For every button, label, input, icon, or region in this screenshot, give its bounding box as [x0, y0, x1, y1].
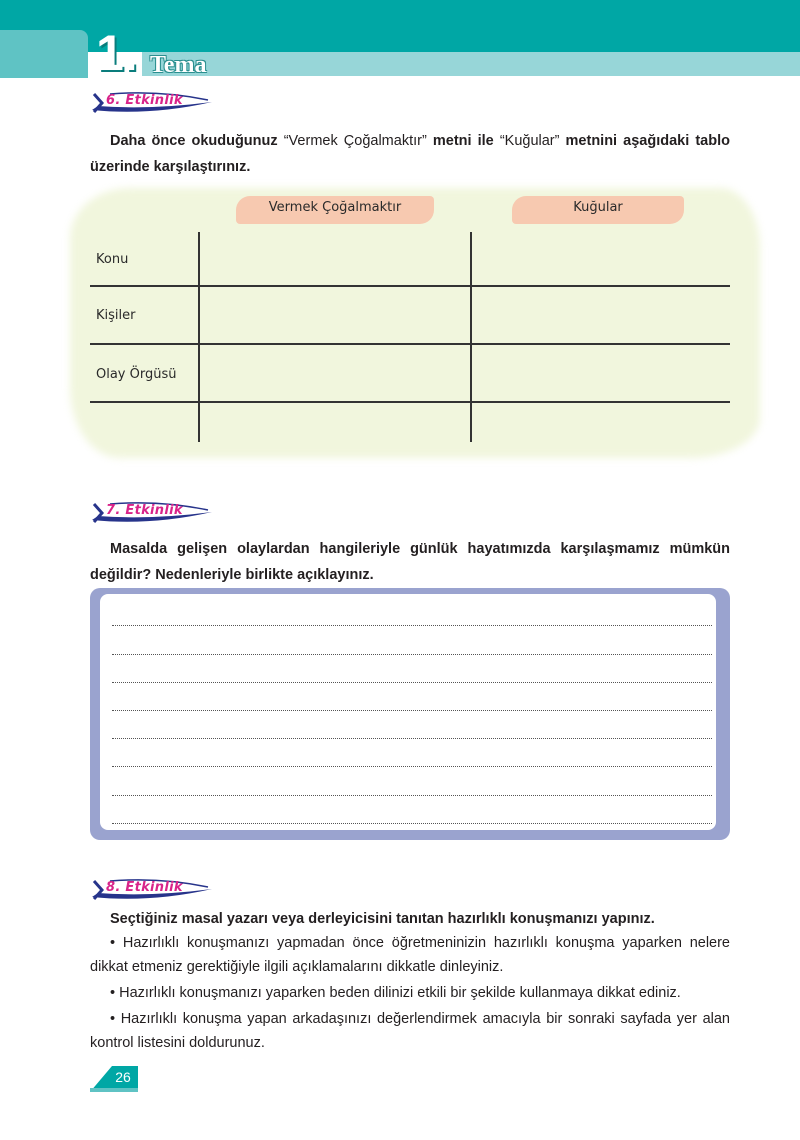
theme-title: Tema — [150, 52, 207, 78]
activity-7-label — [90, 500, 214, 526]
table-divider — [90, 285, 730, 287]
answer-line — [112, 654, 712, 655]
table-divider — [90, 401, 730, 403]
header-tab — [0, 30, 88, 78]
answer-line — [112, 795, 712, 796]
activity-8-instruction: Seçtiğiniz masal yazarı veya derleyicisini tanıtan hazırlıklı konuşmanızı yapınız. — [110, 911, 655, 927]
answer-line — [112, 766, 712, 767]
row-label-olay-orgusu: Olay Örgüsü — [96, 367, 177, 382]
cell-konu-1[interactable] — [200, 234, 468, 284]
instruction-quote-1: “Vermek Çoğalmaktır” — [277, 133, 433, 149]
column-header-2: Kuğular — [573, 200, 623, 215]
cell-konu-2[interactable] — [472, 234, 728, 284]
header-band — [142, 52, 800, 76]
activity-6-instruction — [90, 128, 730, 180]
instruction-bold-2: metni ile — [432, 133, 494, 149]
answer-line — [112, 682, 712, 683]
theme-number: 1. — [96, 25, 138, 81]
table-divider — [90, 343, 730, 345]
activity-7-instruction: Masalda gelişen olaylardan hangileriyle günlük hayatımızda karşılaşmamız mümkün değildir? Nedenleriyle birlikte açıklayınız. — [90, 541, 730, 583]
answer-line — [112, 738, 712, 739]
activity-8-bullet-2: • Hazırlıklı konuşmanızı yaparken beden dilinizi etkili bir şekilde kullanmaya dikkat ediniz. — [110, 985, 681, 1001]
page-number: 26 — [115, 1069, 131, 1085]
cell-olay-2[interactable] — [472, 346, 728, 400]
activity-6-label-text: 6. Etkinlik — [106, 93, 183, 108]
cell-kisiler-2[interactable] — [472, 288, 728, 342]
instruction-bold-1: Daha önce okuduğunuz — [110, 133, 278, 149]
activity-7-label-text: 7. Etkinlik — [106, 503, 183, 518]
answer-line — [112, 710, 712, 711]
activity-8-bullet-1: • Hazırlıklı konuşmanızı yapmadan önce öğretmeninizin hazırlıklı konuşma yaparken nelere dikkat etmeniz gerektiğiyle ilgili açıklamalarını dikkatle dinleyiniz. — [90, 935, 730, 975]
row-label-konu: Konu — [96, 252, 129, 267]
activity-6-label — [90, 90, 214, 116]
activity-8-label-text: 8. Etkinlik — [106, 880, 183, 895]
activity-8-bullet-3: • Hazırlıklı konuşma yapan arkadaşınızı değerlendirmek amacıyla bir sonraki sayfada yer alan kontrol listesini doldurunuz. — [90, 1011, 730, 1051]
row-label-kisiler: Kişiler — [96, 308, 136, 323]
activity-8-label — [90, 877, 214, 903]
cell-olay-1[interactable] — [200, 346, 468, 400]
instruction-bold-3: metnini aşağıdaki tablo üzerinde karşılaştırınız. — [90, 133, 730, 175]
cell-kisiler-1[interactable] — [200, 288, 468, 342]
answer-line — [112, 823, 712, 824]
answer-line — [112, 625, 712, 626]
instruction-quote-2: “Kuğular” — [493, 133, 566, 149]
column-header-1: Vermek Çoğalmaktır — [268, 200, 402, 215]
